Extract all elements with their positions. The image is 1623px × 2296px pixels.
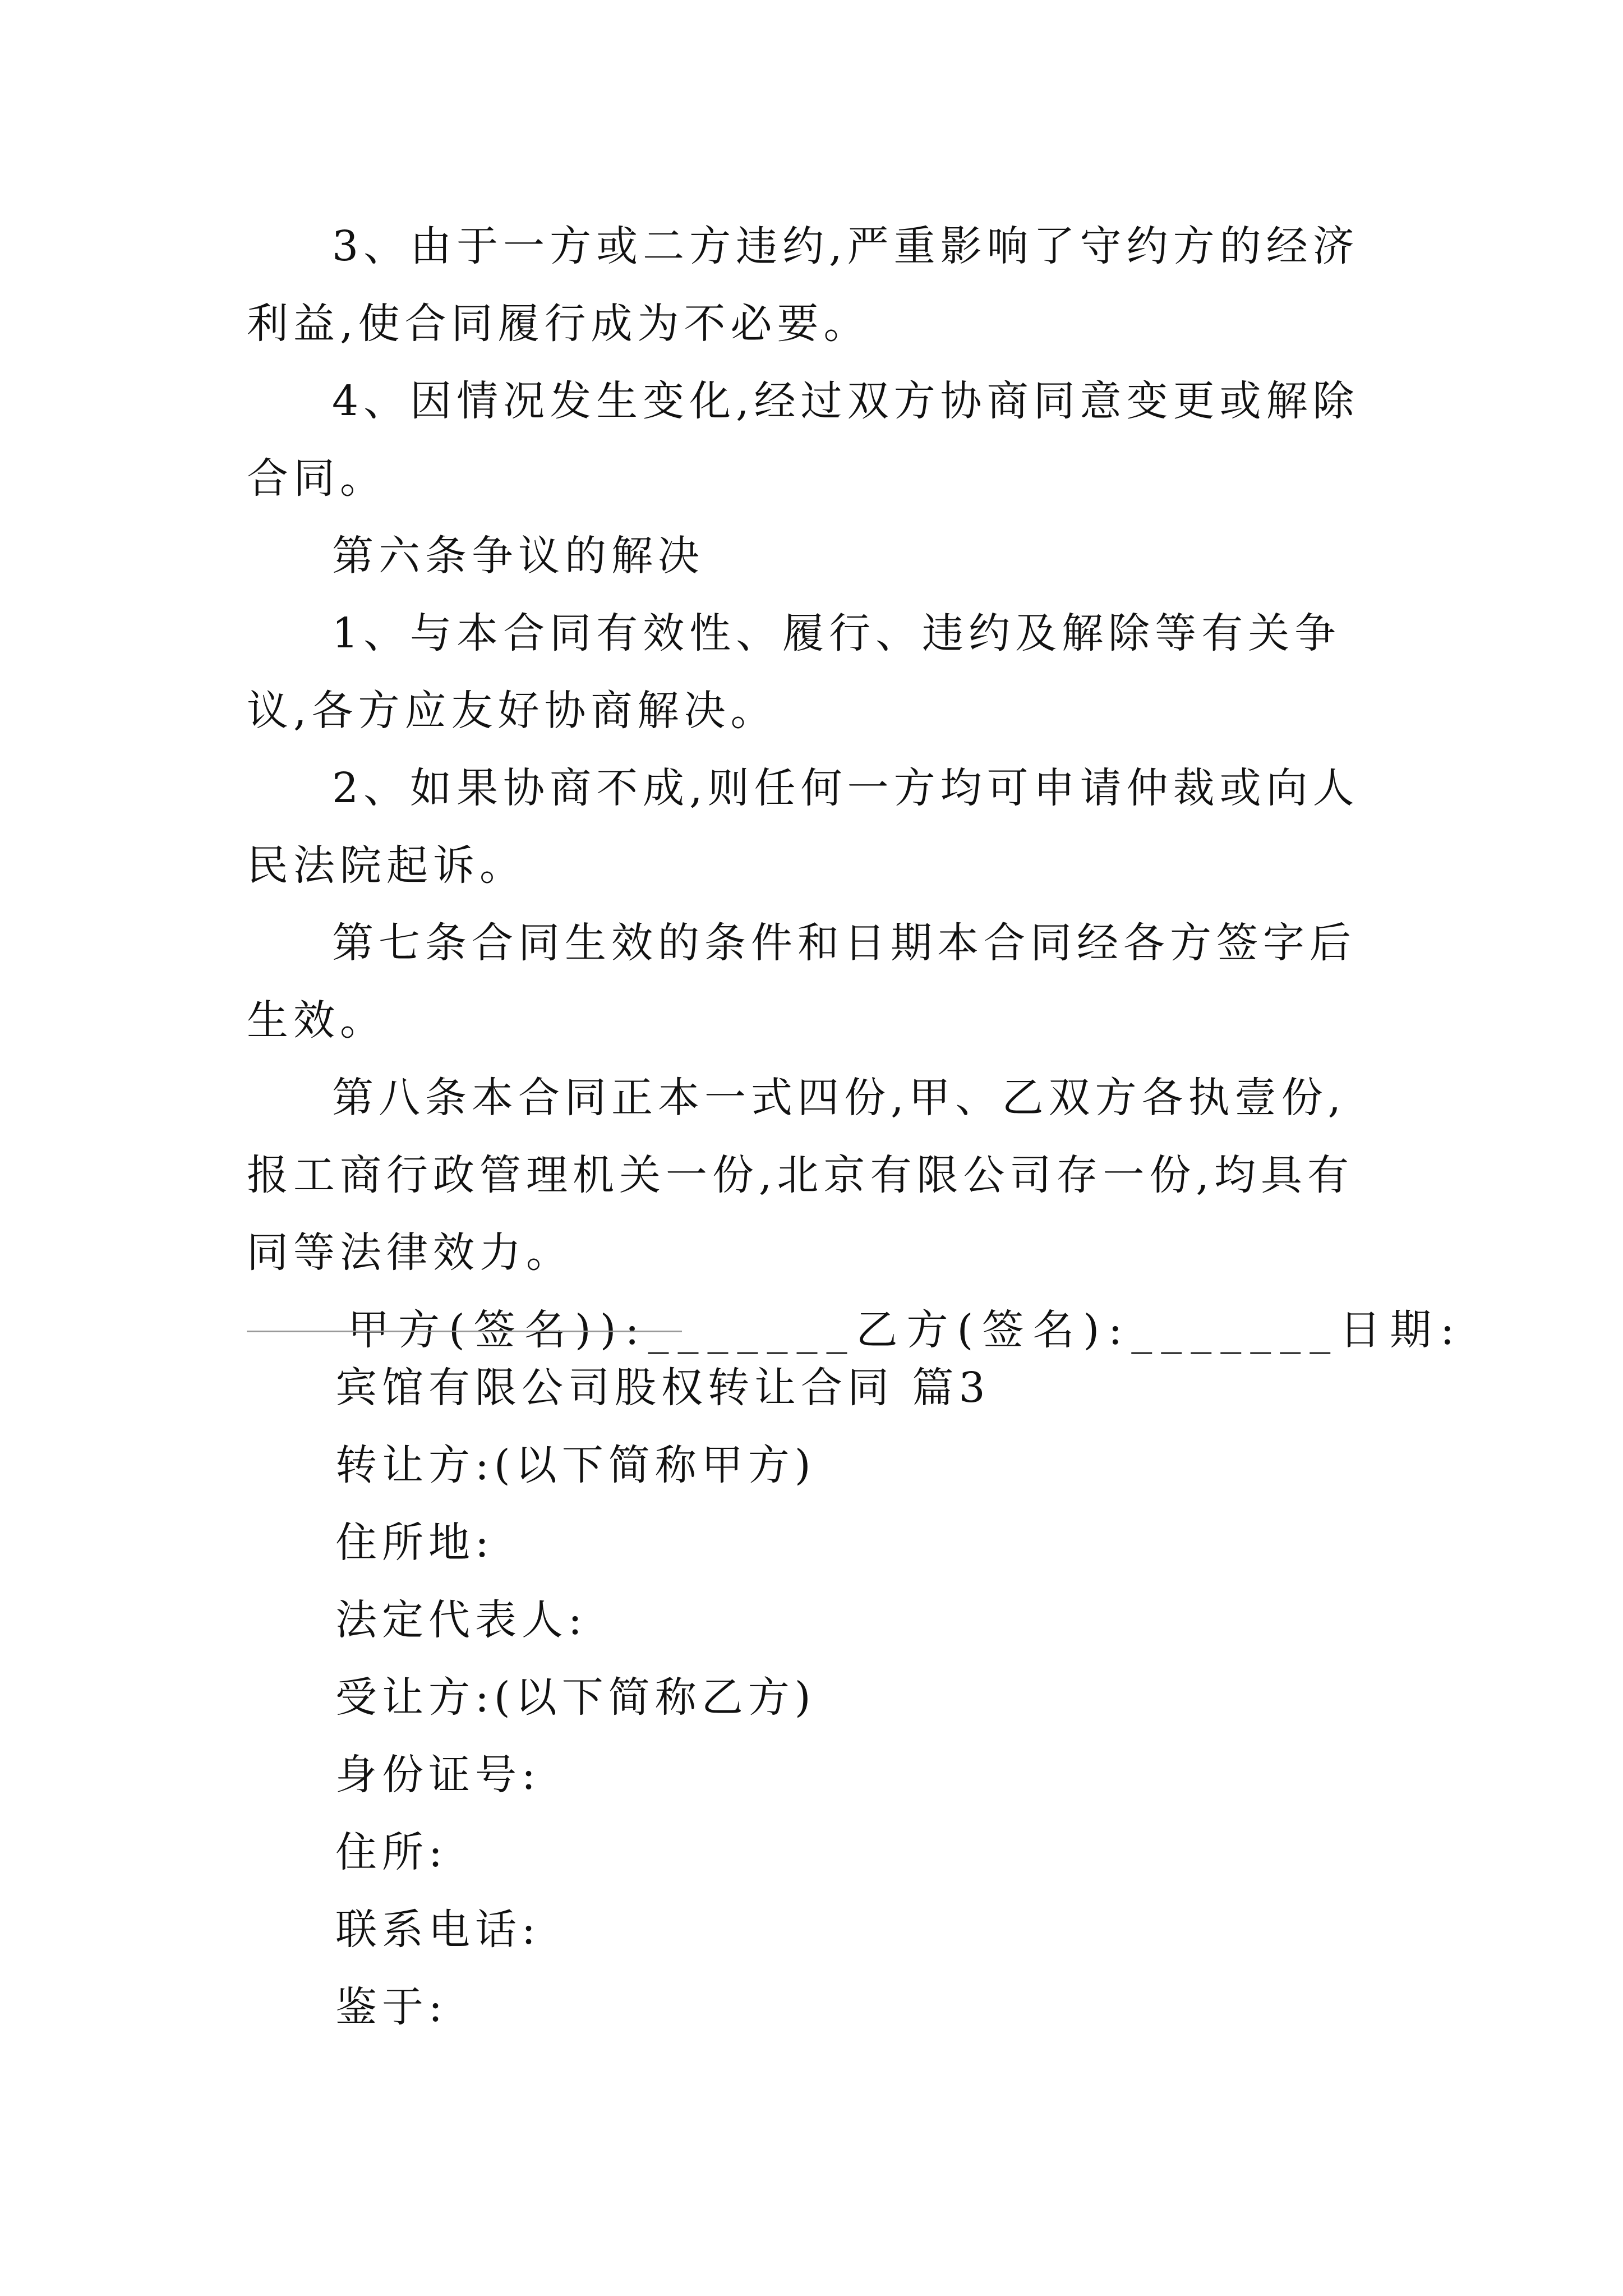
field-domicile: 住所地: [335, 1519, 494, 1567]
field-transferee: 受让方:(以下简称乙方) [335, 1673, 816, 1722]
signature-line: 甲方(签名)):_______乙方(签名):_______日期: [348, 1306, 1464, 1354]
field-address: 住所: [335, 1828, 448, 1876]
section-divider [247, 1331, 682, 1332]
field-legal-representative: 法定代表人: [335, 1596, 587, 1644]
paragraph-clause-3: 3、由于一方或二方违约,严重影响了守约方的经济利益,使合同履行成为不必要。 [247, 222, 1359, 348]
paragraph-dispute-2: 2、如果协商不成,则任何一方均可申请仲裁或向人民法院起诉。 [247, 764, 1359, 890]
field-phone: 联系电话: [335, 1906, 541, 1954]
article-seven: 第七条合同生效的条件和日期本合同经各方签字后生效。 [247, 919, 1356, 1045]
field-whereas: 鉴于: [335, 1983, 448, 2031]
section-title: 宾馆有限公司股权转让合同 篇3 [335, 1364, 990, 1412]
field-transferor: 转让方:(以下简称甲方) [335, 1441, 816, 1489]
field-id-number: 身份证号: [335, 1751, 541, 1799]
article-six-heading: 第六条争议的解决 [332, 532, 704, 580]
contract-body [247, 208, 1464, 1369]
paragraph-clause-4: 4、因情况发生变化,经过双方协商同意变更或解除合同。 [247, 377, 1359, 503]
article-eight: 第八条本合同正本一式四份,甲、乙双方各执壹份,报工商行政管理机关一份,北京有限公司存一份,均具有同等法律效力。 [247, 1074, 1354, 1277]
paragraph-dispute-1: 1、与本合同有效性、履行、违约及解除等有关争议,各方应友好协商解决。 [247, 609, 1341, 735]
contract-header-fields [335, 1349, 1401, 2046]
